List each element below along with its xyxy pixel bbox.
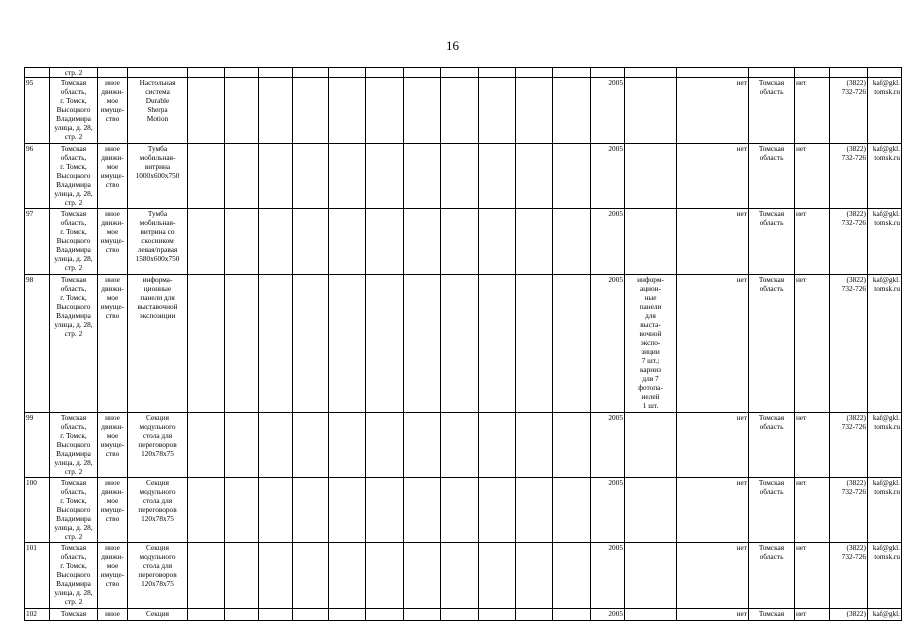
address-cell-text: Томская область, г. Томск, Высоцкого Владимира улица, д. 28, стр. 2 [54, 209, 93, 272]
empty-cell [516, 209, 553, 275]
encumbrance-cell [677, 78, 749, 144]
flag-cell [795, 144, 830, 209]
empty-cell [553, 275, 591, 413]
encumbrance-cell [677, 275, 749, 413]
empty-cell [259, 543, 293, 609]
empty-cell [404, 275, 441, 413]
note-cell [625, 275, 677, 413]
address-cell [50, 78, 98, 144]
property-name-cell-text: Тумба мобильная- витрина 1000x600x750 [135, 144, 180, 180]
region-cell [749, 209, 795, 275]
row-number-cell-text: 97 [26, 209, 34, 218]
year-cell-text: 2005 [608, 478, 623, 487]
note-cell [625, 144, 677, 209]
property-name-cell-text: Секция модульного стола для переговоров 120x78x75 [138, 413, 177, 458]
empty-cell [366, 543, 404, 609]
table-row [25, 209, 902, 275]
empty-cell [553, 209, 591, 275]
year-cell [591, 78, 625, 144]
flag-cell-text: нет [796, 543, 807, 552]
empty-cell [259, 413, 293, 478]
encumbrance-cell-text: нет [736, 144, 747, 153]
address-cell-text: Томская [60, 609, 87, 618]
address-cell [50, 413, 98, 478]
empty-cell [516, 78, 553, 144]
empty-cell [293, 78, 329, 144]
email-cell [868, 478, 902, 543]
address-cell [50, 543, 98, 609]
year-cell [591, 543, 625, 609]
empty-cell [516, 543, 553, 609]
encumbrance-cell-text: нет [736, 478, 747, 487]
empty-cell [441, 209, 479, 275]
empty-cell [404, 78, 441, 144]
year-cell-text: 2005 [608, 543, 623, 552]
phone-cell-text: (3822) 732-726 [841, 478, 866, 496]
table-row [25, 78, 902, 144]
year-cell [591, 144, 625, 209]
row-number-cell [25, 413, 50, 478]
email-cell [868, 609, 902, 621]
property-type-cell-text: иное движи- мое имуще- ство [100, 413, 125, 458]
empty-cell [293, 543, 329, 609]
address-cell [50, 275, 98, 413]
phone-cell-text: (3822) 732-726 [841, 209, 866, 227]
email-cell-text: kaf@gkl. tomsk.ru [872, 275, 900, 293]
flag-cell-text: нет [796, 413, 807, 422]
address-cell [50, 144, 98, 209]
property-name-cell-text: Секция модульного стола для переговоров 120x78x75 [138, 478, 177, 523]
empty-cell [293, 144, 329, 209]
email-cell [868, 275, 902, 413]
email-cell [868, 144, 902, 209]
table-row [25, 144, 902, 209]
empty-cell [479, 144, 516, 209]
address-cell-text: Томская область, г. Томск, Высоцкого Владимира улица, д. 28, стр. 2 [54, 543, 93, 606]
region-cell [749, 275, 795, 413]
encumbrance-cell-text: нет [736, 209, 747, 218]
phone-cell [830, 413, 868, 478]
region-cell-text: Томская [758, 609, 785, 618]
empty-cell [329, 609, 366, 621]
empty-cell [188, 609, 225, 621]
phone-cell-text: (3822) 732-726 [841, 543, 866, 561]
phone-cell [830, 478, 868, 543]
table-row [25, 275, 902, 413]
empty-cell [479, 78, 516, 144]
region-cell-text: Томская область [758, 78, 785, 96]
region-cell [749, 144, 795, 209]
email-cell-text: kaf@gkl. tomsk.ru [872, 543, 900, 561]
empty-cell [259, 78, 293, 144]
empty-cell [188, 144, 225, 209]
empty-cell [329, 144, 366, 209]
row-number-cell-text: 95 [26, 78, 34, 87]
email-cell-text: kaf@gkl. tomsk.ru [872, 209, 900, 227]
phone-cell-text: (3822) [846, 609, 866, 618]
empty-cell [553, 413, 591, 478]
flag-cell [795, 413, 830, 478]
empty-cell [441, 543, 479, 609]
empty-cell [479, 543, 516, 609]
flag-cell-text: нет [796, 609, 807, 618]
empty-cell [441, 478, 479, 543]
flag-cell-text: нет [796, 275, 807, 284]
region-cell [749, 609, 795, 621]
property-name-cell-text: Тумба мобильная- витрина со скосником левая/правая 1580x600x750 [135, 209, 180, 263]
email-cell-text: kaf@gkl. tomsk.ru [872, 413, 900, 431]
property-type-cell-text: иное движи- мое имуще- ство [100, 543, 125, 588]
empty-cell [188, 478, 225, 543]
empty-cell [366, 413, 404, 478]
property-name-cell [128, 144, 188, 209]
encumbrance-cell [677, 478, 749, 543]
note-cell [625, 78, 677, 144]
flag-cell-text: нет [796, 78, 807, 87]
property-type-cell-text: иное движи- мое имуще- ство [100, 78, 125, 123]
empty-cell [404, 543, 441, 609]
empty-cell [441, 78, 479, 144]
row-number-cell-text: 98 [26, 275, 34, 284]
property-type-cell-text: иное движи- мое имуще- ство [100, 209, 125, 254]
row-number-cell-text: 96 [26, 144, 34, 153]
empty-cell [329, 543, 366, 609]
empty-cell [293, 209, 329, 275]
property-name-cell [128, 543, 188, 609]
empty-cell [553, 78, 591, 144]
year-cell [591, 413, 625, 478]
property-type-cell [98, 609, 128, 621]
empty-cell [404, 209, 441, 275]
empty-cell [293, 413, 329, 478]
property-name-cell [128, 413, 188, 478]
empty-cell [366, 209, 404, 275]
property-type-cell [98, 209, 128, 275]
property-name-cell-text: информа- ционные панели для выставочной экспозиции [137, 275, 178, 320]
flag-cell [795, 78, 830, 144]
email-cell-text: kaf@gkl. tomsk.ru [872, 78, 900, 96]
property-name-cell [128, 275, 188, 413]
empty-cell [329, 78, 366, 144]
empty-cell [404, 144, 441, 209]
phone-cell-text: (3822) 732-726 [841, 78, 866, 96]
region-cell-text: Томская область [758, 543, 785, 561]
empty-cell [329, 209, 366, 275]
empty-cell [259, 478, 293, 543]
empty-cell [479, 209, 516, 275]
empty-cell [329, 478, 366, 543]
empty-cell [188, 413, 225, 478]
property-name-cell-text: Секция модульного стола для переговоров 120x78x75 [138, 543, 177, 588]
flag-cell-text: нет [796, 144, 807, 153]
phone-cell [830, 609, 868, 621]
empty-cell [441, 609, 479, 621]
empty-cell [225, 144, 259, 209]
year-cell-text: 2005 [608, 78, 623, 87]
empty-cell [225, 78, 259, 144]
empty-cell [479, 609, 516, 621]
empty-cell [225, 275, 259, 413]
note-cell [625, 209, 677, 275]
encumbrance-cell [677, 543, 749, 609]
flag-cell-text: нет [796, 478, 807, 487]
empty-cell [366, 275, 404, 413]
property-type-cell [98, 144, 128, 209]
property-type-cell-text: иное движи- мое имуще- ство [100, 144, 125, 189]
region-cell-text: Томская область [758, 144, 785, 162]
region-cell [749, 78, 795, 144]
empty-cell [516, 144, 553, 209]
address-cell-text: Томская область, г. Томск, Высоцкого Владимира улица, д. 28, стр. 2 [54, 275, 93, 338]
page-number: 16 [446, 38, 459, 53]
encumbrance-cell [677, 609, 749, 621]
email-cell [868, 413, 902, 478]
empty-cell [293, 478, 329, 543]
property-type-cell [98, 413, 128, 478]
flag-cell [795, 543, 830, 609]
encumbrance-cell-text: нет [736, 543, 747, 552]
encumbrance-cell-text: нет [736, 609, 747, 618]
note-cell [625, 543, 677, 609]
empty-cell [188, 78, 225, 144]
empty-cell [516, 609, 553, 621]
row-number-cell-text: 101 [26, 543, 37, 552]
property-type-cell-text: иное [105, 609, 120, 618]
empty-cell [259, 609, 293, 621]
region-cell [749, 543, 795, 609]
year-cell-text: 2005 [608, 275, 623, 284]
note-cell [625, 413, 677, 478]
encumbrance-cell-text: нет [736, 275, 747, 284]
note-cell [625, 478, 677, 543]
empty-cell [441, 275, 479, 413]
note-cell [625, 609, 677, 621]
year-cell-text: 2005 [608, 413, 623, 422]
phone-cell [830, 144, 868, 209]
flag-cell [795, 209, 830, 275]
year-cell [591, 609, 625, 621]
row-number-cell-text: 100 [26, 478, 37, 487]
property-registry-table [24, 67, 902, 621]
property-type-cell-text: иное движи- мое имуще- ство [100, 478, 125, 523]
empty-cell [259, 209, 293, 275]
email-cell [868, 543, 902, 609]
flag-cell [795, 609, 830, 621]
empty-cell [553, 609, 591, 621]
empty-cell [329, 275, 366, 413]
flag-cell [795, 478, 830, 543]
region-cell-text: Томская область [758, 478, 785, 496]
empty-cell [259, 275, 293, 413]
property-name-cell [128, 209, 188, 275]
property-type-cell [98, 543, 128, 609]
email-cell [868, 209, 902, 275]
encumbrance-cell [677, 413, 749, 478]
property-name-cell [128, 609, 188, 621]
empty-cell [441, 144, 479, 209]
row-number-cell [25, 209, 50, 275]
table-row [25, 543, 902, 609]
empty-cell [366, 144, 404, 209]
encumbrance-cell-text: нет [736, 78, 747, 87]
empty-cell [404, 413, 441, 478]
empty-cell [366, 78, 404, 144]
empty-cell [404, 609, 441, 621]
property-type-cell [98, 78, 128, 144]
table-row [25, 609, 902, 621]
empty-cell [188, 543, 225, 609]
email-cell-text: kaf@gkl. tomsk.ru [872, 144, 900, 162]
empty-cell [516, 478, 553, 543]
year-cell [591, 478, 625, 543]
empty-cell [259, 144, 293, 209]
address-cell-text: Томская область, г. Томск, Высоцкого Владимира улица, д. 28, стр. 2 [54, 413, 93, 476]
year-cell-text: 2005 [608, 144, 623, 153]
email-cell [868, 78, 902, 144]
encumbrance-cell [677, 209, 749, 275]
flag-cell [795, 275, 830, 413]
phone-cell [830, 78, 868, 144]
empty-cell [329, 413, 366, 478]
email-cell-text: kaf@gkl. [872, 609, 900, 618]
phone-cell-text: (3822) 732-726 [841, 275, 866, 293]
empty-cell [553, 478, 591, 543]
year-cell-text: 2005 [608, 609, 623, 618]
encumbrance-cell-text: нет [736, 413, 747, 422]
empty-cell [225, 413, 259, 478]
address-cell [50, 609, 98, 621]
row-number-cell [25, 478, 50, 543]
address-cell [50, 209, 98, 275]
property-name-cell-text: Секция [146, 609, 169, 618]
empty-cell [293, 609, 329, 621]
empty-cell [293, 275, 329, 413]
table-row [25, 478, 902, 543]
empty-cell [404, 478, 441, 543]
empty-cell [188, 275, 225, 413]
row-number-cell-text: 102 [26, 609, 37, 618]
region-cell-text: Томская область [758, 209, 785, 227]
row-number-cell-text: 99 [26, 413, 34, 422]
empty-cell [366, 478, 404, 543]
property-name-cell [128, 478, 188, 543]
property-type-cell-text: иное движи- мое имуще- ство [100, 275, 125, 320]
empty-cell [225, 478, 259, 543]
empty-cell [553, 144, 591, 209]
flag-cell-text: нет [796, 209, 807, 218]
row-number-cell [25, 275, 50, 413]
table-row [25, 413, 902, 478]
empty-cell [225, 543, 259, 609]
phone-cell [830, 275, 868, 413]
region-cell [749, 413, 795, 478]
row-number-cell [25, 543, 50, 609]
note-cell-text: информ- ацион- ные панели для выста- вочной экспо- зиции 7 шт.; карниз для 7 фотопа- нелей 1 шт. [637, 275, 664, 410]
email-cell-text: kaf@gkl. tomsk.ru [872, 478, 900, 496]
phone-cell-text: (3822) 732-726 [841, 413, 866, 431]
phone-cell [830, 209, 868, 275]
empty-cell [479, 413, 516, 478]
address-cell-text: Томская область, г. Томск, Высоцкого Владимира улица, д. 28, стр. 2 [54, 478, 93, 541]
row-number-cell [25, 78, 50, 144]
region-cell-text: Томская область [758, 275, 785, 293]
property-name-cell [128, 78, 188, 144]
row-number-cell [25, 609, 50, 621]
property-name-cell-text: Настольная система Durable Sherpa Motion [139, 78, 176, 123]
empty-cell [479, 478, 516, 543]
empty-cell [516, 275, 553, 413]
empty-cell [188, 209, 225, 275]
empty-cell [225, 209, 259, 275]
table-row-continued [25, 68, 902, 78]
phone-cell [830, 543, 868, 609]
empty-cell [553, 543, 591, 609]
encumbrance-cell [677, 144, 749, 209]
empty-cell [366, 609, 404, 621]
empty-cell [441, 413, 479, 478]
region-cell [749, 478, 795, 543]
empty-cell [516, 413, 553, 478]
address-cell [50, 478, 98, 543]
row-number-cell [25, 144, 50, 209]
phone-cell-text: (3822) 732-726 [841, 144, 866, 162]
property-type-cell [98, 275, 128, 413]
region-cell-text: Томская область [758, 413, 785, 431]
empty-cell [225, 609, 259, 621]
year-cell [591, 209, 625, 275]
address-cell: стр. 2 [50, 68, 98, 78]
address-cell-text: Томская область, г. Томск, Высоцкого Владимира улица, д. 28, стр. 2 [54, 144, 93, 207]
empty-cell [479, 275, 516, 413]
year-cell-text: 2005 [608, 209, 623, 218]
property-type-cell [98, 478, 128, 543]
address-cell-text: Томская область, г. Томск, Высоцкого Владимира улица, д. 28, стр. 2 [54, 78, 93, 141]
year-cell [591, 275, 625, 413]
